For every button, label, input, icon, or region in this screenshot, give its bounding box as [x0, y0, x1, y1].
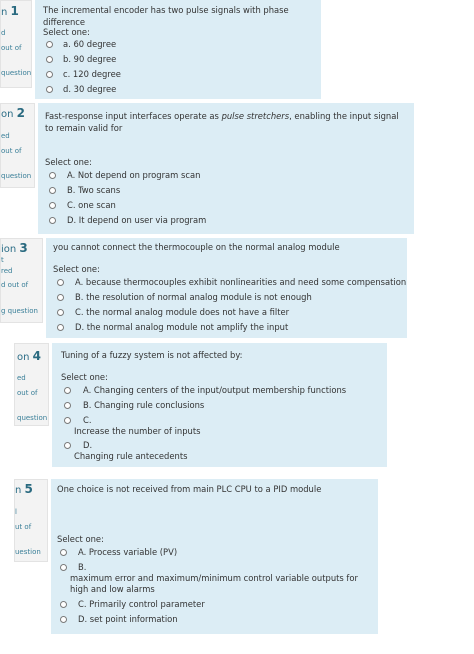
q4-option-a[interactable]: A. Changing centers of the input/output membership functions: [83, 385, 347, 395]
question-1-mark: out of: [1, 44, 22, 52]
question-2-mark: out of: [1, 147, 22, 155]
question-5-panel: [51, 479, 378, 634]
q4-option-b[interactable]: B. Changing rule conclusions: [83, 400, 205, 410]
q4-option-d-radio[interactable]: [64, 442, 71, 449]
question-3-text: you cannot connect the thermocouple on the normal analog module: [53, 242, 340, 252]
q3-option-c[interactable]: C. the normal analog module does not have a filter: [75, 307, 290, 317]
q5-option-d[interactable]: D. set point information: [78, 614, 178, 624]
question-1-text: The incremental encoder has two pulse signals with phase difference: [43, 5, 289, 27]
q5-option-b-radio[interactable]: [60, 564, 67, 571]
question-3-select-label: Select one:: [53, 264, 100, 274]
flag-question-link[interactable]: question: [17, 414, 48, 422]
q5-option-b-text-line-1: maximum error and maximum/minimum control variable outputs for: [70, 573, 358, 583]
q4-option-c[interactable]: C.: [83, 415, 92, 425]
question-3-panel: [46, 238, 407, 338]
q5-option-b[interactable]: B.: [78, 562, 87, 572]
q4-option-b-radio[interactable]: [64, 402, 71, 409]
question-1-status: d: [1, 29, 6, 37]
q5-option-c[interactable]: C. Primarily control parameter: [78, 599, 205, 609]
q2-option-d[interactable]: D. It depend on user via program: [67, 215, 207, 225]
question-1-number: n 1: [1, 4, 19, 18]
q2-option-d-radio[interactable]: [49, 217, 56, 224]
q1-option-b[interactable]: b. 90 degree: [63, 54, 117, 64]
flag-question-link[interactable]: g question: [1, 307, 38, 315]
q5-option-a[interactable]: A. Process variable (PV): [78, 547, 178, 557]
q1-option-c-radio[interactable]: [46, 71, 53, 78]
q4-option-c-radio[interactable]: [64, 417, 71, 424]
q4-option-a-radio[interactable]: [64, 387, 71, 394]
q1-option-c[interactable]: c. 120 degree: [63, 69, 121, 79]
question-2-status: ed: [1, 132, 10, 140]
question-2-select-label: Select one:: [45, 157, 92, 167]
question-4-info: [14, 343, 49, 426]
q3-option-b-radio[interactable]: [57, 294, 64, 301]
question-4-panel: [52, 343, 387, 467]
question-5-status: l: [15, 508, 17, 516]
flag-question-link[interactable]: uestion: [15, 548, 41, 556]
q1-option-d[interactable]: d. 30 degree: [63, 84, 117, 94]
q3-option-c-radio[interactable]: [57, 309, 64, 316]
q3-option-d-radio[interactable]: [57, 324, 64, 331]
question-2-number: on 2: [1, 106, 26, 120]
question-5-text: One choice is not received from main PLC CPU to a PID module: [57, 484, 322, 494]
flag-question-link[interactable]: question: [1, 69, 32, 77]
question-3-status-2: red: [1, 267, 13, 275]
q1-option-a[interactable]: a. 60 degree: [63, 39, 117, 49]
question-5-number: n 5: [15, 482, 33, 496]
question-4-number: on 4: [17, 349, 42, 363]
q3-option-a[interactable]: A. because thermocouples exhibit nonlinearities and need some compensation: [75, 277, 407, 287]
q5-option-d-radio[interactable]: [60, 616, 67, 623]
question-3-number: ion 3: [1, 241, 28, 255]
q2-option-b-radio[interactable]: [49, 187, 56, 194]
question-5-select-label: Select one:: [57, 534, 104, 544]
question-1-panel: [35, 0, 321, 99]
q2-option-a-radio[interactable]: [49, 172, 56, 179]
q5-option-a-radio[interactable]: [60, 549, 67, 556]
question-5-mark: ut of: [15, 523, 32, 531]
question-3-mark: d out of: [1, 281, 29, 289]
q2-option-a[interactable]: A. Not depend on program scan: [67, 170, 201, 180]
question-1-info: [0, 0, 32, 88]
q5-option-b-text-line-2: high and low alarms: [70, 584, 155, 594]
question-4-text: Tuning of a fuzzy system is not affected by:: [61, 350, 243, 360]
q4-option-d[interactable]: D.: [83, 440, 93, 450]
question-2-panel: [38, 103, 414, 234]
question-4-status: ed: [17, 374, 26, 382]
question-4-mark: out of: [17, 389, 38, 397]
question-3-status-1: t: [1, 256, 4, 264]
q4-option-c-text: Increase the number of inputs: [74, 426, 201, 436]
question-5-info: [14, 479, 48, 562]
question-3-info: [0, 238, 43, 323]
q2-option-c[interactable]: C. one scan: [67, 200, 116, 210]
question-2-info: [0, 103, 35, 188]
question-2-text: Fast-response input interfaces operate as pulse stretchers, enabling the input signal to remain valid for: [45, 111, 399, 133]
flag-question-link[interactable]: question: [1, 172, 32, 180]
q1-option-b-radio[interactable]: [46, 56, 53, 63]
question-4-select-label: Select one:: [61, 372, 108, 382]
q3-option-a-radio[interactable]: [57, 279, 64, 286]
q2-option-c-radio[interactable]: [49, 202, 56, 209]
q5-option-c-radio[interactable]: [60, 601, 67, 608]
q4-option-d-text: Changing rule antecedents: [74, 451, 188, 461]
q3-option-b[interactable]: B. the resolution of normal analog module is not enough: [75, 292, 312, 302]
question-1-select-label: Select one:: [43, 27, 90, 37]
q1-option-a-radio[interactable]: [46, 41, 53, 48]
q3-option-d[interactable]: D. the normal analog module not amplify the input: [75, 322, 289, 332]
q1-option-d-radio[interactable]: [46, 86, 53, 93]
q2-option-b[interactable]: B. Two scans: [67, 185, 121, 195]
